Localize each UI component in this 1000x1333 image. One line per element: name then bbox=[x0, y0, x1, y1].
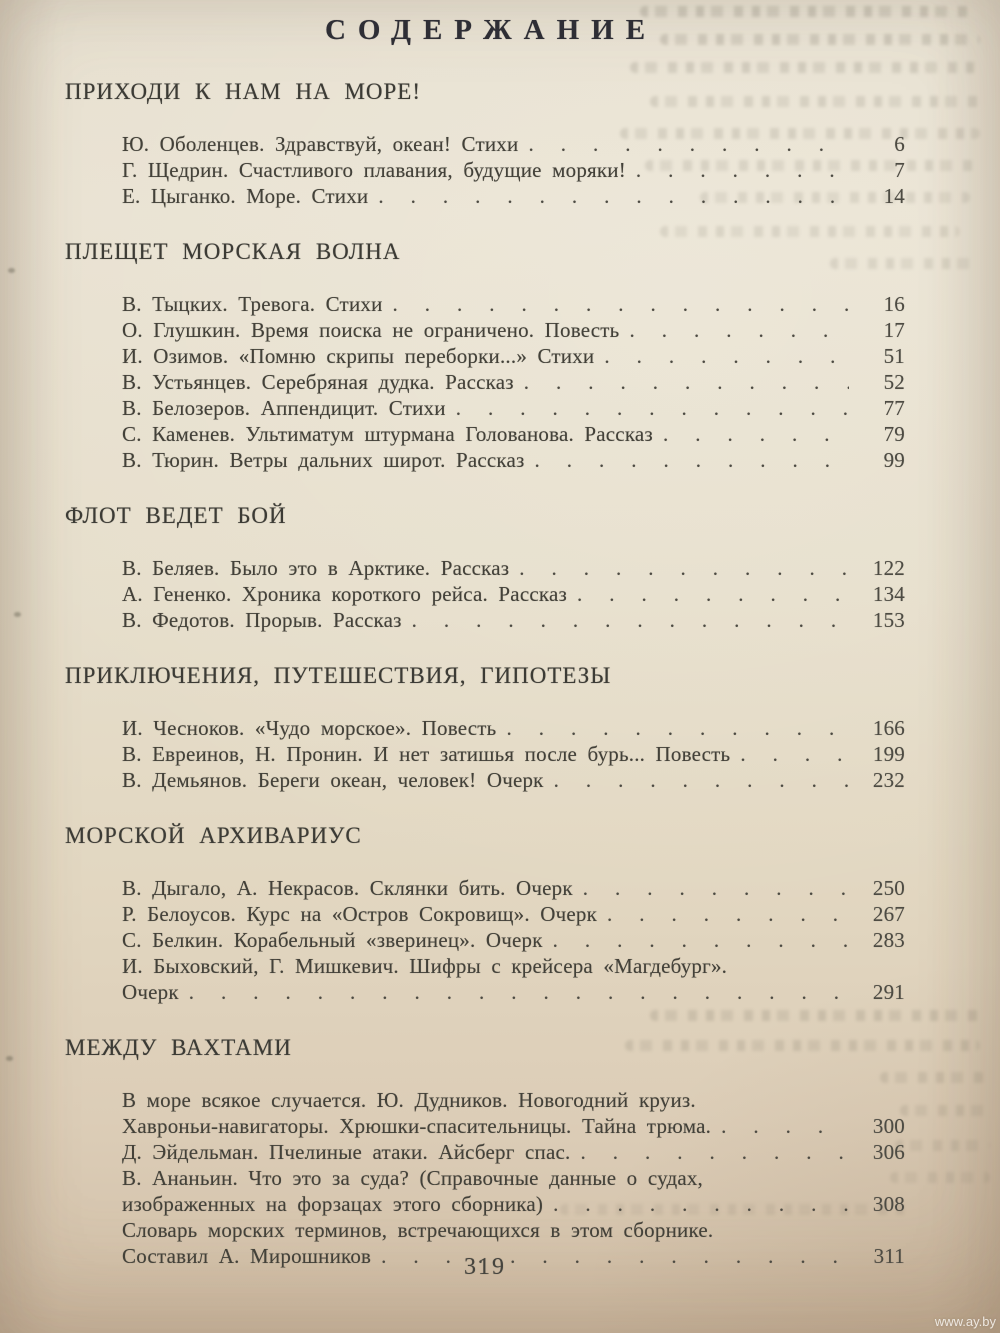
entry-text: О. Глушкин. Время поиска не ограничено. Повесть bbox=[122, 318, 620, 342]
toc-entry-line bbox=[122, 979, 905, 1005]
toc-section bbox=[65, 237, 905, 473]
entry-text: изображенных на форзацах этого сборника) bbox=[122, 1192, 544, 1216]
bleed-through-mark bbox=[900, 1105, 990, 1116]
dot-leader bbox=[528, 131, 849, 157]
entry-page-number: 291 bbox=[872, 980, 905, 1004]
toc-entry-line bbox=[122, 317, 905, 343]
bleed-through-mark bbox=[890, 1172, 990, 1183]
entry-text: А. Гененко. Хроника короткого рейса. Рассказ bbox=[122, 582, 567, 606]
toc-entry-line bbox=[122, 875, 905, 901]
dot-leader bbox=[577, 581, 849, 607]
dot-leader bbox=[580, 1139, 849, 1165]
section-entries bbox=[65, 555, 905, 633]
toc-entry-line bbox=[122, 1217, 905, 1243]
entry-page-number: 300 bbox=[872, 1114, 905, 1138]
section-entries bbox=[65, 1087, 905, 1269]
entry-page-number: 14 bbox=[883, 184, 905, 208]
toc-entry-line bbox=[122, 1087, 905, 1113]
entry-page-number: 17 bbox=[883, 318, 905, 342]
entry-page-number: 267 bbox=[872, 902, 905, 926]
entry-page-number: 51 bbox=[883, 344, 905, 368]
toc-section bbox=[65, 77, 905, 209]
dot-leader bbox=[604, 343, 849, 369]
dot-leader bbox=[663, 421, 849, 447]
dot-leader bbox=[456, 395, 849, 421]
entry-text: И. Озимов. «Помню скрипы переборки...» Стихи bbox=[122, 344, 595, 368]
paper-speck bbox=[14, 612, 21, 617]
entry-page-number: 308 bbox=[872, 1192, 905, 1216]
dot-leader bbox=[412, 607, 849, 633]
entry-page-number: 134 bbox=[872, 582, 905, 606]
toc-entry-line bbox=[122, 395, 905, 421]
entry-page-number: 306 bbox=[872, 1140, 905, 1164]
entry-text: Е. Цыганко. Море. Стихи bbox=[122, 184, 369, 208]
toc-entry-line bbox=[122, 741, 905, 767]
toc-entry-line bbox=[122, 927, 905, 953]
entry-text: С. Каменев. Ультиматум штурмана Голованова. Рассказ bbox=[122, 422, 653, 446]
page-title: СОДЕРЖАНИЕ bbox=[324, 14, 658, 46]
entry-page-number: 199 bbox=[872, 742, 905, 766]
section-heading: ФЛОТ ВЕДЕТ БОЙ bbox=[65, 503, 287, 528]
toc-section bbox=[65, 821, 905, 1005]
section-entries bbox=[65, 131, 905, 209]
dot-leader bbox=[378, 183, 849, 209]
dot-leader bbox=[607, 901, 849, 927]
bleed-through-mark bbox=[895, 1140, 990, 1151]
entry-text: Хавроньи-навигаторы. Хрюшки-спасительницы. Тайна трюма. bbox=[122, 1114, 712, 1138]
entry-page-number: 311 bbox=[873, 1244, 905, 1268]
section-heading: ПРИКЛЮЧЕНИЯ, ПУТЕШЕСТВИЯ, ГИПОТЕЗЫ bbox=[65, 663, 612, 688]
entry-text: В. Устьянцев. Серебряная дудка. Рассказ bbox=[122, 370, 514, 394]
toc-entry-line bbox=[122, 421, 905, 447]
entry-text: В. Дыгало, А. Некрасов. Склянки бить. Очерк bbox=[122, 876, 573, 900]
entry-page-number: 283 bbox=[872, 928, 905, 952]
toc-entry-line bbox=[122, 1139, 905, 1165]
toc-section bbox=[65, 661, 905, 793]
toc-entry-line bbox=[122, 131, 905, 157]
entry-text: Очерк bbox=[122, 980, 179, 1004]
toc-entry-line bbox=[122, 715, 905, 741]
section-heading: ПЛЕЩЕТ МОРСКАЯ ВОЛНА bbox=[65, 239, 401, 264]
toc-entry-line bbox=[122, 953, 905, 979]
entry-text: Г. Щедрин. Счастливого плавания, будущие моряки! bbox=[122, 158, 626, 182]
toc-content bbox=[65, 0, 905, 1297]
page-footer bbox=[65, 1254, 905, 1281]
toc-entry-line bbox=[122, 343, 905, 369]
entry-page-number: 250 bbox=[872, 876, 905, 900]
entry-page-number: 99 bbox=[883, 448, 905, 472]
toc-entry-line bbox=[122, 581, 905, 607]
dot-leader bbox=[535, 447, 849, 473]
section-entries bbox=[65, 715, 905, 793]
entry-text: В. Тыцких. Тревога. Стихи bbox=[122, 292, 383, 316]
dot-leader bbox=[519, 555, 849, 581]
dot-leader bbox=[553, 927, 849, 953]
toc-entry-line bbox=[122, 1165, 905, 1191]
paper-speck bbox=[8, 268, 15, 273]
entry-text: Р. Белоусов. Курс на «Остров Сокровищ». Очерк bbox=[122, 902, 598, 926]
entry-text: В. Демьянов. Береги океан, человек! Очерк bbox=[122, 768, 544, 792]
dot-leader bbox=[740, 741, 849, 767]
toc-entry-line bbox=[122, 1113, 905, 1139]
entry-page-number: 16 bbox=[883, 292, 905, 316]
dot-leader bbox=[636, 157, 849, 183]
dot-leader bbox=[553, 1191, 849, 1217]
section-heading: ПРИХОДИ К НАМ НА МОРЕ! bbox=[65, 79, 422, 104]
entry-text: В. Тюрин. Ветры дальних широт. Рассказ bbox=[122, 448, 525, 472]
entry-text: Д. Эйдельман. Пчелиные атаки. Айсберг спас. bbox=[122, 1140, 571, 1164]
dot-leader bbox=[721, 1113, 849, 1139]
dot-leader bbox=[393, 291, 849, 317]
entry-text: И. Чесноков. «Чудо морское». Повесть bbox=[122, 716, 497, 740]
entry-page-number: 232 bbox=[872, 768, 905, 792]
toc-sections bbox=[65, 77, 905, 1269]
dot-leader bbox=[524, 369, 849, 395]
toc-section bbox=[65, 1033, 905, 1269]
entry-text: В. Ананьин. Что это за суда? (Справочные данные о судах, bbox=[122, 1166, 704, 1190]
dot-leader bbox=[554, 767, 849, 793]
toc-entry-line bbox=[122, 1191, 905, 1217]
toc-entry-line bbox=[122, 607, 905, 633]
entry-text: В. Федотов. Прорыв. Рассказ bbox=[122, 608, 402, 632]
watermark: www.ay.by bbox=[934, 1314, 996, 1329]
section-heading: МОРСКОЙ АРХИВАРИУС bbox=[65, 823, 362, 848]
toc-entry-line bbox=[122, 555, 905, 581]
dot-leader bbox=[583, 875, 849, 901]
entry-page-number: 7 bbox=[894, 158, 905, 182]
toc-entry-line bbox=[122, 157, 905, 183]
toc-entry-line bbox=[122, 901, 905, 927]
entry-text: Словарь морских терминов, встречающихся в этом сборнике. bbox=[122, 1218, 714, 1242]
entry-page-number: 166 bbox=[872, 716, 905, 740]
toc-entry-line bbox=[122, 767, 905, 793]
toc-entry-line bbox=[122, 447, 905, 473]
entry-text: В море всякое случается. Ю. Дудников. Новогодний круиз. bbox=[122, 1088, 696, 1112]
entry-page-number: 6 bbox=[894, 132, 905, 156]
dot-leader bbox=[506, 715, 849, 741]
entry-text: В. Беляев. Было это в Арктике. Рассказ bbox=[122, 556, 510, 580]
entry-page-number: 52 bbox=[883, 370, 905, 394]
toc-section bbox=[65, 501, 905, 633]
entry-page-number: 122 bbox=[872, 556, 905, 580]
entry-text: Составил А. Мирошников bbox=[122, 1244, 372, 1268]
section-entries bbox=[65, 291, 905, 473]
entry-page-number: 79 bbox=[883, 422, 905, 446]
toc-entry-line bbox=[122, 291, 905, 317]
toc-entry-line bbox=[122, 183, 905, 209]
dot-leader bbox=[629, 317, 849, 343]
entry-text: В. Евреинов, Н. Пронин. И нет затишья после бурь... Повесть bbox=[122, 742, 731, 766]
entry-text: Ю. Оболенцев. Здравствуй, океан! Стихи bbox=[122, 132, 519, 156]
entry-text: В. Белозеров. Аппендицит. Стихи bbox=[122, 396, 446, 420]
page-number: 319 bbox=[464, 1254, 506, 1280]
dot-leader bbox=[189, 979, 849, 1005]
entry-text: И. Быховский, Г. Мишкевич. Шифры с крейсера «Магдебург». bbox=[122, 954, 728, 978]
paper-speck bbox=[6, 1056, 13, 1061]
section-heading: МЕЖДУ ВАХТАМИ bbox=[65, 1035, 292, 1060]
entry-text: С. Белкин. Корабельный «зверинец». Очерк bbox=[122, 928, 543, 952]
section-entries bbox=[65, 875, 905, 1005]
entry-page-number: 153 bbox=[872, 608, 905, 632]
toc-entry-line bbox=[122, 369, 905, 395]
entry-page-number: 77 bbox=[883, 396, 905, 420]
